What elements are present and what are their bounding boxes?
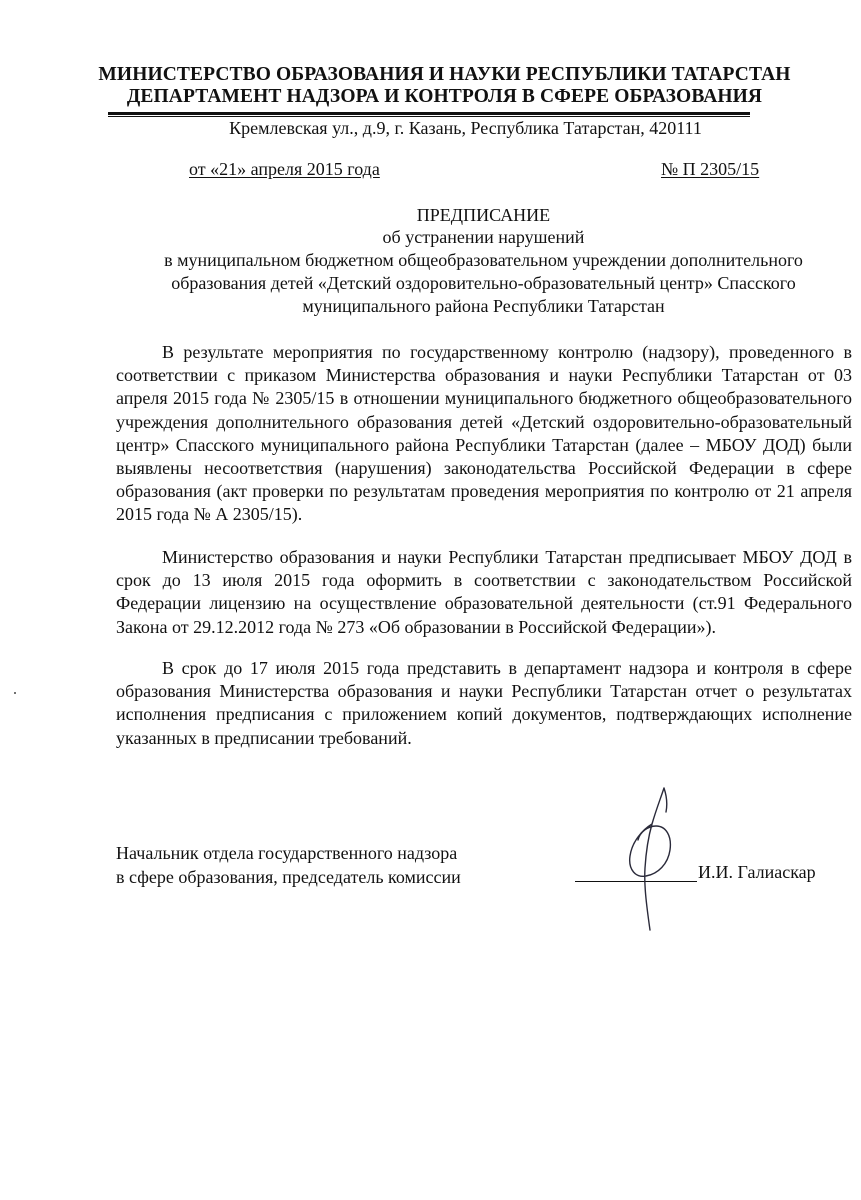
paragraph-text: В срок до 17 июля 2015 года представить в департамент надзора и контроля в сфере образования Министерства образования и науки Республики Татарстан отчет о результатах исполнения предписания с приложением копий документов, подтверждающих исполнение указанных в предписании требований. xyxy=(116,658,852,748)
document-subtitle-line: муниципального района Республики Татарстан xyxy=(302,296,665,316)
document-date: от «21» апреля 2015 года xyxy=(189,159,380,179)
signatory-name: И.И. Галиаскар xyxy=(698,862,816,882)
signatory-position-line2: в сфере образования, председатель комиссии xyxy=(116,867,461,887)
document-subtitle-line: в муниципальном бюджетном общеобразовательном учреждении дополнительного xyxy=(164,250,803,270)
handwritten-signature-icon xyxy=(612,780,682,940)
signatory-position-line1: Начальник отдела государственного надзора xyxy=(116,843,458,863)
document-subtitle-line: об устранении нарушений xyxy=(382,227,585,247)
ministry-name: МИНИСТЕРСТВО ОБРАЗОВАНИЯ И НАУКИ РЕСПУБЛИКИ ТАТАРСТАН xyxy=(98,64,791,85)
paragraph-text: В результате мероприятия по государственному контролю (надзору), проведенного в соответствии с приказом Министерства образования и науки Республики Татарстан от 03 апреля 2015 года № 2305/15 в отношении муниципального бюджетного общеобразовательного учреждения дополнительного образования детей «Детский оздоровительно-образовательный центр» Спасского муниципального района Республики Татарстан (далее – МБОУ ДОД) были выявлены несоответствия (нарушения) законодательства Российской Федерации в сфере образования (акт проверки по результатам проведения мероприятия по контролю от 21 апреля 2015 года № А 2305/15). xyxy=(116,342,852,525)
scan-speck xyxy=(14,692,16,694)
document-number: № П 2305/15 xyxy=(661,159,760,179)
header-rule-thin xyxy=(108,116,750,117)
body-paragraph-findings xyxy=(116,341,852,527)
paragraph-text: Министерство образования и науки Республики Татарстан предписывает МБОУ ДОД в срок до 13 июля 2015 года оформить в соответствии с законодательством Российской Федерации лицензию на осуществление образовательной деятельности (ст.91 Федерального Закона от 29.12.2012 года № 273 «Об образовании в Российской Федерации»). xyxy=(116,547,852,637)
header-rule-thick xyxy=(108,112,750,115)
document-subtitle-line: образования детей «Детский оздоровительно-образовательный центр» Спасского xyxy=(171,273,796,293)
address: Кремлевская ул., д.9, г. Казань, Республика Татарстан, 420111 xyxy=(229,118,702,138)
document-title: ПРЕДПИСАНИЕ xyxy=(416,205,551,225)
body-paragraph-report xyxy=(116,657,852,750)
body-paragraph-order xyxy=(116,546,852,639)
department-name: ДЕПАРТАМЕНТ НАДЗОРА И КОНТРОЛЯ В СФЕРЕ ОБРАЗОВАНИЯ xyxy=(126,86,763,107)
